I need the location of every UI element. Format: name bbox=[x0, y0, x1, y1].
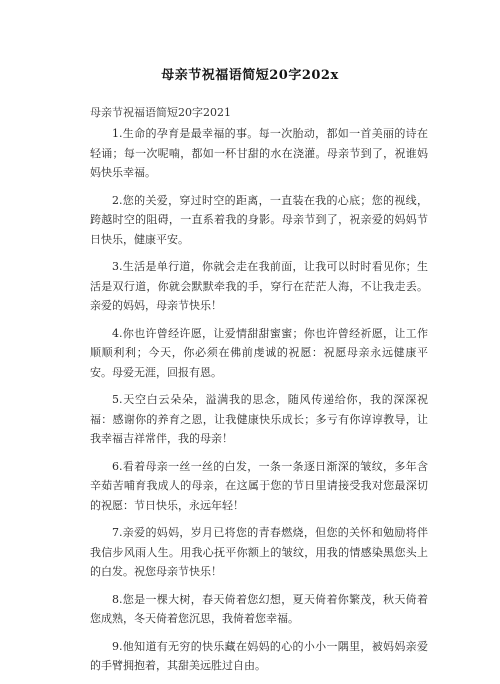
page-title: 母亲节祝福语简短20字202x bbox=[161, 68, 339, 83]
paragraph-4: 4.你也许曾经许愿，让爱情甜甜蜜蜜；你也许曾经祈愿，让工作顺顺利利；今天，你必须在佛前虔诚的祝愿：祝愿母亲永远健康平安。母爱无涯，回报有恩。 bbox=[90, 326, 428, 379]
paragraph-7: 7.亲爱的妈妈，岁月已将您的青春燃烧，但您的关怀和勉励将伴我信步风雨人生。用我心抚平你额上的皱纹，用我的情感染黑您头上的白发。祝您母亲节快乐！ bbox=[90, 526, 428, 578]
paragraph-2: 2.您的关爱，穿过时空的距离，一直装在我的心底；您的视线，跨越时空的阻碍，一直系着我的身影。母亲节到了，祝亲爱的妈妈节日快乐，健康平安。 bbox=[90, 193, 428, 246]
paragraph-8: 8.您是一棵大树，春天倚着您幻想，夏天倚着你繁茂，秋天倚着您成熟，冬天倚着您沉思，我倚着您幸福。 bbox=[90, 592, 428, 625]
paragraph-9: 9.他知道有无穷的快乐藏在妈妈的心的小小一隅里，被妈妈亲爱的手臂拥抱着，其甜美远胜过自由。 bbox=[90, 639, 428, 672]
paragraph-1: 1.生命的孕育是最幸福的事。每一次胎动，都如一首美丽的诗在轻诵；每一次呢喃，都如一杯甘甜的水在浇灌。母亲节到了，祝谁妈妈快乐幸福。 bbox=[90, 127, 428, 179]
page-subtitle: 母亲节祝福语简短20字2021 bbox=[90, 106, 231, 119]
document-body bbox=[90, 124, 428, 684]
paragraph-5: 5.天空白云朵朵，溢满我的思念，随风传递给你，我的深深祝福：感谢你的养育之恩，让我健康快乐成长；多亏有你谆谆教导，让我幸福吉祥常伴，我的母亲！ bbox=[90, 393, 428, 445]
paragraph-6: 6.看着母亲一丝一丝的白发，一条一条逐日渐深的皱纹，多年含辛茹苦哺育我成人的母亲，在这属于您的节日里请接受我对您最深切的祝愿：节日快乐，永远年轻！ bbox=[90, 459, 428, 512]
paragraph-3: 3.生活是单行道，你就会走在我前面，让我可以时时看见你；生活是双行道，你就会默默牵我的手，穿行在茫茫人海，不让我走丢。亲爱的妈妈，母亲节快乐！ bbox=[90, 260, 428, 312]
